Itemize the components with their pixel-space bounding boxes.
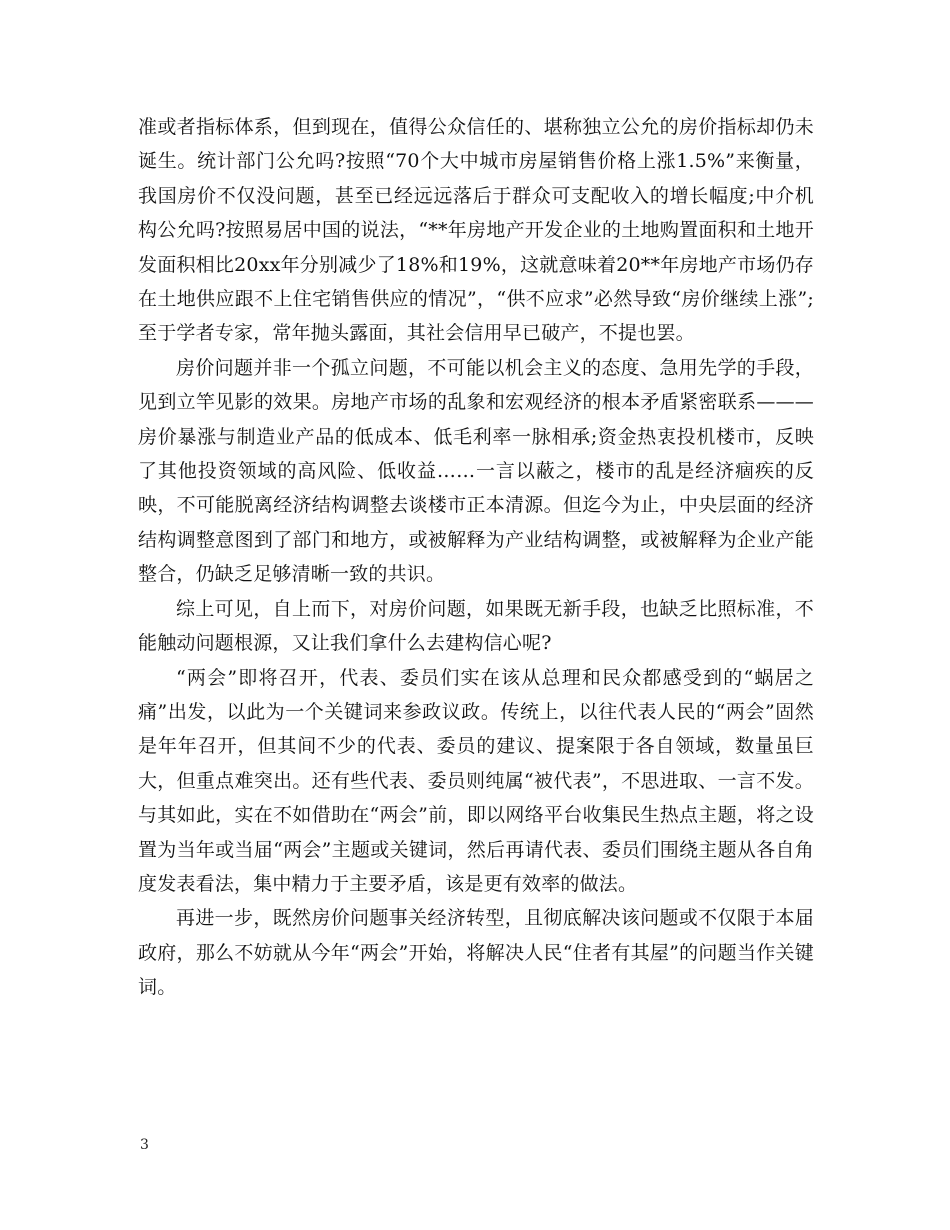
paragraph-4: “两会”即将召开，代表、委员们实在该从总理和民众都感受到的“蜗居之痛”出发，以此为一个关键词来参政议政。传统上，以往代表人民的“两会”固然是年年召开，但其间不少的代表、委员的建议、提案限于各自领域，数量虽巨大，但重点难突出。还有些代表、委员则纯属“被代表”，不思进取、一言不发。与其如此，实在不如借助在“两会”前，即以网络平台收集民生热点主题，将之设置为当年或当届“两会”主题或关键词，然后再请代表、委员们围绕主题从各自角度发表看法，集中精力于主要矛盾，该是更有效率的做法。: [138, 666, 814, 895]
paragraph-2: 房价问题并非一个孤立问题，不可能以机会主义的态度、急用先学的手段，见到立竿见影的效果。房地产市场的乱象和宏观经济的根本矛盾紧密联系———房价暴涨与制造业产品的低成本、低毛利率一脉相承;资金热衷投机楼市，反映了其他投资领域的高风险、低收益……一言以蔽之，楼市的乱是经济痼疾的反映，不可能脱离经济结构调整去谈楼市正本清源。但迄今为止，中央层面的经济结构调整意图到了部门和地方，或被解释为产业结构调整，或被解释为企业产能整合，仍缺乏足够清晰一致的共识。: [138, 356, 814, 586]
page-number: 3: [140, 1137, 149, 1153]
paragraph-1: 准或者指标体系，但到现在，值得公众信任的、堪称独立公允的房价指标却仍未诞生。统计部门公允吗?按照“70个大中城市房屋销售价格上涨1.5%”来衡量，我国房价不仅没问题，甚至已经远远落后于群众可支配收入的增长幅度;中介机构公允吗?按照易居中国的说法，“**年房地产开发企业的土地购置面积和土地开发面积相比20xx年分别减少了18%和19%，这就意味着20**年房地产市场仍存在土地供应跟不上住宅销售供应的情况”，“供不应求”必然导致“房价继续上涨”;至于学者专家，常年抛头露面，其社会信用早已破产，不提也罢。: [138, 116, 814, 345]
document-body: [138, 110, 814, 1005]
paragraph-5: 再进一步，既然房价问题事关经济转型，且彻底解决该问题或不仅限于本届政府，那么不妨就从今年“两会”开始，将解决人民“住者有其屋”的问题当作关键词。: [138, 907, 814, 999]
paragraph-3: 综上可见，自上而下，对房价问题，如果既无新手段，也缺乏比照标准，不能触动问题根源，又让我们拿什么去建构信心呢?: [138, 597, 814, 655]
